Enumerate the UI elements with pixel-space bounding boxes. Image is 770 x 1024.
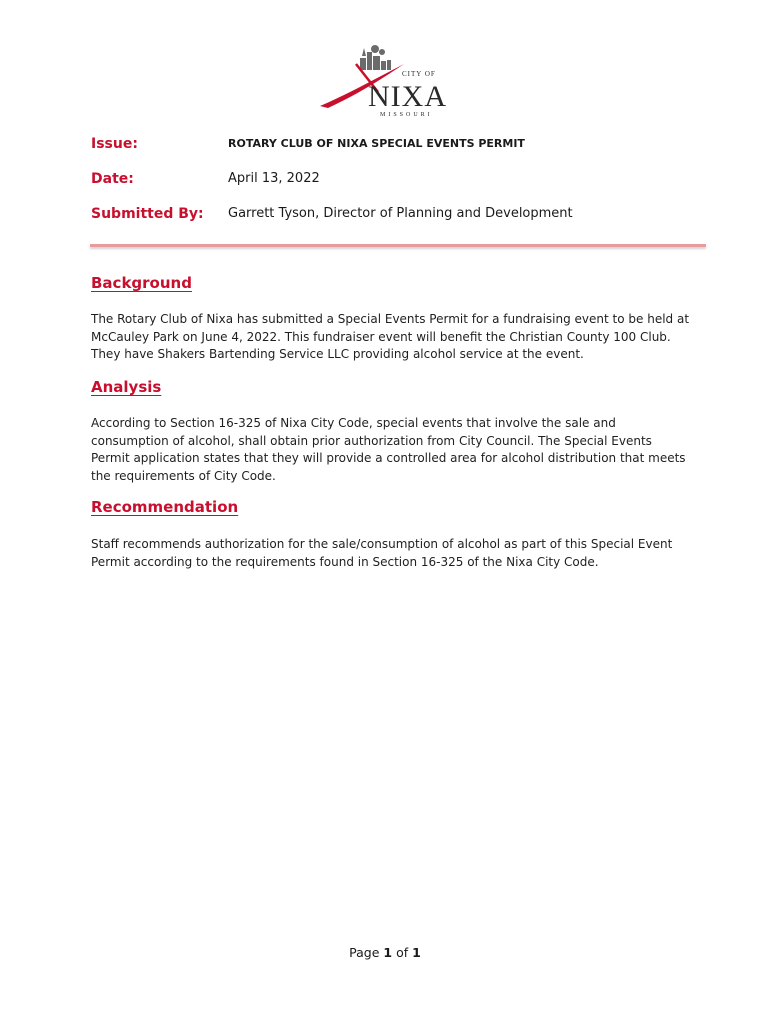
skyline-icon	[360, 45, 391, 70]
issue-label: Issue:	[91, 136, 138, 152]
page-word: Page	[349, 945, 380, 960]
current-page-number: 1	[383, 945, 393, 960]
analysis-line: consumption of alcohol, shall obtain prior authorization from City Council. The Special Events	[91, 433, 652, 448]
background-line: They have Shakers Bartending Service LLC providing alcohol service at the event.	[91, 347, 584, 361]
analysis-line: the requirements of City Code.	[91, 468, 276, 483]
logo-missouri-text: MISSOURI	[380, 112, 433, 118]
city-of-nixa-logo	[318, 42, 460, 118]
logo-city-of-text: CITY OF	[402, 70, 436, 78]
date-row	[91, 169, 731, 191]
background-line: The Rotary Club of Nixa has submitted a Special Events Permit for a fundraising event to be held at	[91, 312, 690, 326]
submitted-by-label: Submitted By:	[91, 206, 204, 222]
logo-nixa-text: NIXA	[368, 80, 447, 113]
of-word: of	[396, 945, 409, 960]
analysis-line: Permit application states that they will provide a controlled area for alcohol distribution that meets	[91, 451, 686, 465]
background-line: McCauley Park on June 4, 2022. This fundraiser event will benefit the Christian County 100 Club.	[91, 329, 671, 344]
header-divider	[90, 244, 706, 247]
background-heading: Background	[91, 274, 192, 292]
analysis-paragraph	[91, 415, 691, 485]
issue-value: ROTARY CLUB OF NIXA SPECIAL EVENTS PERMIT	[228, 137, 525, 150]
date-label: Date:	[91, 171, 134, 187]
background-paragraph	[91, 311, 691, 364]
recommendation-paragraph	[91, 536, 691, 571]
analysis-line: According to Section 16-325 of Nixa City Code, special events that involve the sale and	[91, 416, 616, 430]
recommendation-heading: Recommendation	[91, 498, 239, 516]
nixa-logo-graphic	[318, 42, 460, 118]
analysis-heading: Analysis	[91, 378, 162, 396]
submitted-by-row	[91, 204, 731, 226]
date-value: April 13, 2022	[228, 171, 320, 186]
recommendation-line: Staff recommends authorization for the sale/consumption of alcohol as part of this Special Event	[91, 537, 673, 551]
recommendation-line: Permit according to the requirements found in Section 16-325 of the Nixa City Code.	[91, 554, 599, 569]
submitted-by-value: Garrett Tyson, Director of Planning and Development	[228, 206, 573, 221]
issue-row	[91, 134, 731, 156]
total-pages-number: 1	[412, 945, 421, 960]
page-footer	[0, 944, 770, 962]
